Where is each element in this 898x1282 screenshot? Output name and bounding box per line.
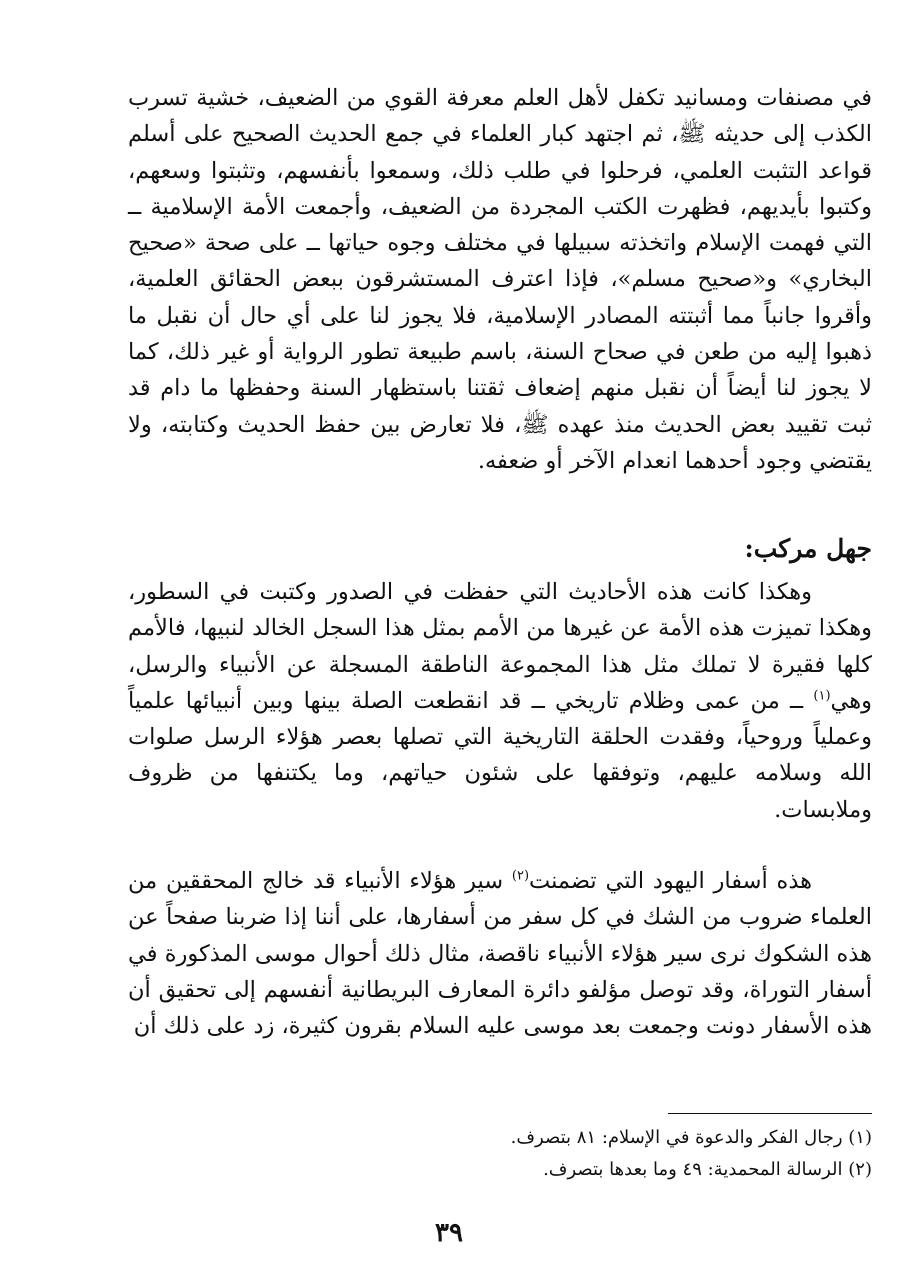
footnote-separator bbox=[668, 1113, 872, 1114]
paragraph-3-text-end: سير هؤلاء الأنبياء قد خالج المحققين من العلماء ضروب من الشك في كل سفر من أسفارها، على أننا إذا ضربنا صفحاً عن هذه الشكوك نرى سير هؤلاء الأنبياء ناقصة، مثال ذلك أحوال موسى المذكورة في أسفار التوراة، وقد توصل مؤلفو دائرة المعارف البريطانية أنفسهم إلى تحقيق أن هذه الأسفار دونت وجمعت بعد موسى عليه السلام بقرون كثيرة، زد على ذلك أن bbox=[128, 868, 872, 1040]
page-number: ٣٩ bbox=[435, 1218, 463, 1248]
footnote-ref-1: (١) bbox=[813, 688, 831, 704]
footnote-2: (٢) الرسالة المحمدية: ٤٩ وما بعدها بتصرف. bbox=[543, 1159, 872, 1180]
footnote-1: (١) رجال الفكر والدعوة في الإسلام: ٨١ بتصرف. bbox=[510, 1127, 872, 1148]
section-heading: جهل مركب: bbox=[744, 534, 872, 563]
body-paragraph-1: في مصنفات ومسانيد تكفل لأهل العلم معرفة القوي من الضعيف، خشية تسرب الكذب إلى حديثه ﷺ، ثم اجتهد كبار العلماء في جمع الحديث الصحيح على أسلم قواعد التثبت العلمي، فرحلوا في طلب ذلك، وسمعوا بأنفسهم، وتثبتوا وسعهم، وكتبوا بأيديهم، فظهرت الكتب المجردة من الضعيف، وأجمعت الأمة الإسلامية ــ التي فهمت الإسلام واتخذته سبيلها في مختلف وجوه حياتها ــ على صحة «صحيح البخاري» و«صحيح مسلم»، فإذا اعترف المستشرقون ببعض الحقائق العلمية، وأقروا جانباً مما أثبتته المصادر الإسلامية، فلا يجوز لنا على أي حال أن نقبل ما ذهبوا إليه من طعن في صحاح السنة، باسم طبيعة تطور الرواية أو غير ذلك، كما لا يجوز لنا أيضاً أن نقبل منهم إضعاف ثقتنا باستظهار السنة وحفظها ما دام قد ثبت تقييد بعض الحديث منذ عهده ﷺ، فلا تعارض بين حفظ الحديث وكتابته، ولا يقتضي وجود أحدهما انعدام الآخر أو ضعفه. bbox=[128, 85, 872, 474]
body-paragraph-2 bbox=[128, 574, 872, 828]
footnote-ref-2: (٢) bbox=[511, 868, 530, 884]
paragraph-2-text-end: ــ من عمى وظلام تاريخي ــ قد انقطعت الصلة بينها وبين أنبيائها علمياً وعملياً وروحياً، وفقدت الحلقة التاريخية التي تصلها بعصر هؤلاء الرسل صلوات الله وسلامه عليهم، وتوفقها على شئون حياتهم، وما يكتنفها من ظروف وملابسات. bbox=[128, 687, 872, 823]
paragraph-3-text-start: هذه أسفار اليهود التي تضمنت bbox=[529, 868, 812, 894]
paragraph-2-text-start: وهكذا كانت هذه الأحاديث التي حفظت في الصدور وكتبت في السطور، وهكذا تميزت هذه الأمة عن غيرها من الأمم بمثل هذا السجل الخالد لنبيها، فالأمم كلها فقيرة لا تملك مثل هذا المجموعة الناطقة المسجلة عن الأنبياء والرسل، وهي bbox=[128, 579, 872, 714]
body-paragraph-3 bbox=[128, 863, 872, 1044]
